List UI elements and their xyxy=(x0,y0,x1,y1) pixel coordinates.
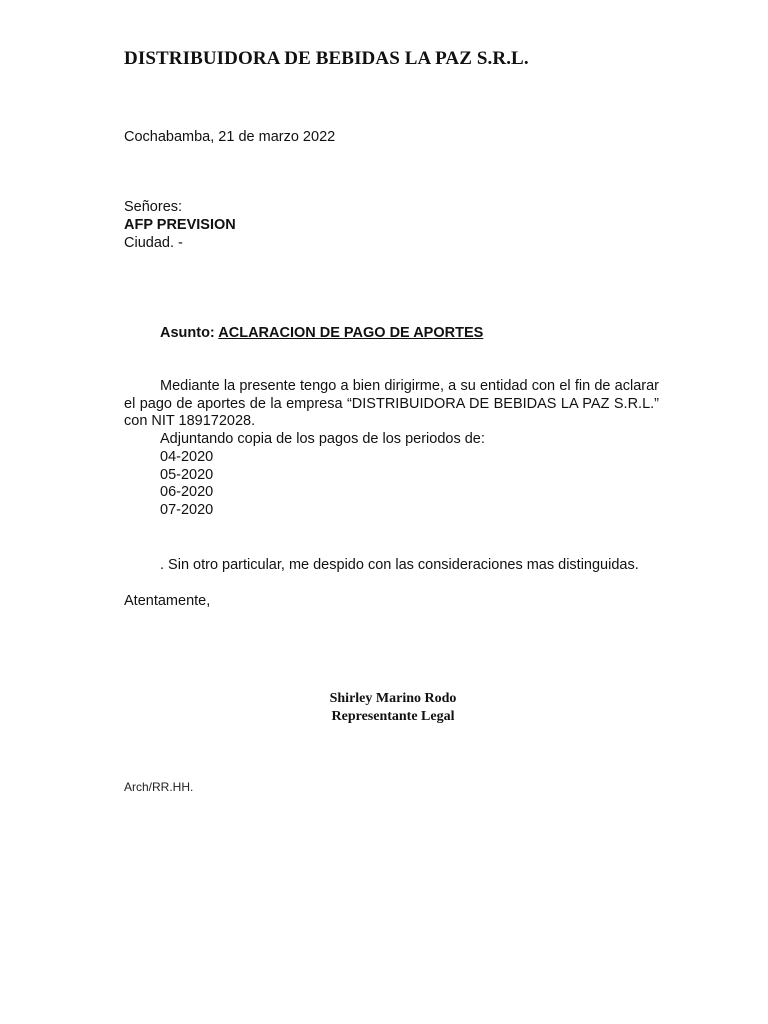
archive-reference: Arch/RR.HH. xyxy=(124,780,194,794)
attachment-text: Adjuntando copia de los pagos de los periodos de: xyxy=(160,431,485,447)
period-list xyxy=(160,449,213,519)
recipient-city: Ciudad. - xyxy=(124,235,183,251)
company-heading: DISTRIBUIDORA DE BEBIDAS LA PAZ S.R.L. xyxy=(124,48,529,69)
subject-line xyxy=(160,324,483,342)
period-item: 05-2020 xyxy=(160,466,214,483)
recipient-block xyxy=(124,198,236,252)
closing-line: . Sin otro particular, me despido con las consideraciones mas distinguidas. xyxy=(160,557,639,573)
signatory-title: Representante Legal xyxy=(331,709,455,724)
signatory-name: Shirley Marino Rodo xyxy=(329,691,457,706)
subject-label: Asunto: xyxy=(160,325,215,341)
subject-title: ACLARACION DE PAGO DE APORTES xyxy=(218,325,484,341)
period-item: 06-2020 xyxy=(160,484,214,501)
signature-block xyxy=(124,690,662,726)
period-item: 07-2020 xyxy=(160,501,214,518)
body-paragraph: Mediante la presente tengo a bien dirigirme, a su entidad con el fin de aclarar el pago de aportes de la empresa “DISTRIBUIDORA DE BEBIDAS LA PAZ S.R.L.” con NIT 189172028. xyxy=(124,378,659,430)
regards-line: Atentamente, xyxy=(124,593,211,609)
letter-date: Cochabamba, 21 de marzo 2022 xyxy=(124,129,336,145)
period-item: 04-2020 xyxy=(160,449,214,465)
recipient-name: AFP PREVISION xyxy=(124,217,236,233)
recipient-salutation: Señores: xyxy=(124,199,183,215)
